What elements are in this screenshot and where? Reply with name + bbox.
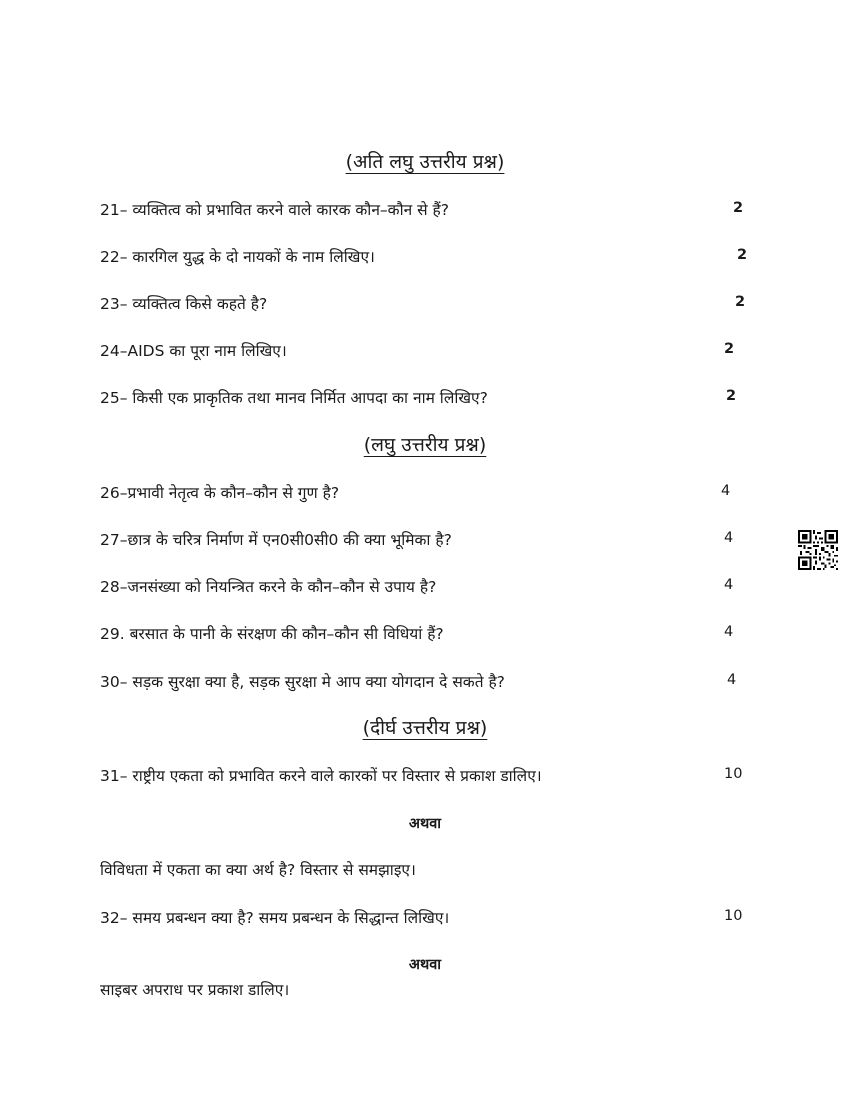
question-21: 21– व्यक्तित्व को प्रभावित करने वाले कारक कौन–कौन से हैं? — [100, 201, 449, 219]
marks-30: 4 — [727, 672, 737, 688]
or-label-32: अथवा — [408, 957, 442, 973]
section-heading-very-short: (अति लघु उत्तरीय प्रश्न) — [345, 151, 505, 173]
question-31: 31– राष्ट्रीय एकता को प्रभावित करने वाले कारकों पर विस्तार से प्रकाश डालिए। — [100, 767, 542, 785]
question-24: 24–AIDS का पूरा नाम लिखिए। — [100, 342, 287, 360]
question-26: 26–प्रभावी नेतृत्व के कौन–कौन से गुण है? — [100, 484, 340, 502]
marks-23: 2 — [735, 294, 746, 310]
marks-31: 10 — [724, 766, 743, 782]
marks-32: 10 — [724, 908, 743, 924]
question-27: 27–छात्र के चरित्र निर्माण में एन0सी0सी0 की क्या भूमिका है? — [100, 531, 452, 549]
or-label-31: अथवा — [408, 816, 442, 832]
question-25: 25– किसी एक प्राकृतिक तथा मानव निर्मित आपदा का नाम लिखिए? — [100, 389, 488, 407]
marks-26: 4 — [721, 483, 731, 499]
marks-25: 2 — [726, 388, 737, 404]
question-23: 23– व्यक्तित्व किसे कहते है? — [100, 295, 268, 313]
question-31-alternative: विविधता में एकता का क्या अर्थ है? विस्तार से समझाइए। — [100, 861, 416, 879]
marks-24: 2 — [724, 341, 735, 357]
question-30: 30– सड़क सुरक्षा क्या है, सड़क सुरक्षा मे आप क्या योगदान दे सकते है? — [100, 673, 505, 691]
marks-22: 2 — [737, 247, 748, 263]
question-32: 32– समय प्रबन्धन क्या है? समय प्रबन्धन के सिद्धान्त लिखिए। — [100, 909, 450, 927]
question-29: 29. बरसात के पानी के संरक्षण की कौन–कौन सी विधियां हैं? — [100, 625, 444, 643]
marks-27: 4 — [724, 530, 734, 546]
question-28: 28–जनसंख्या को नियन्त्रित करने के कौन–कौन से उपाय है? — [100, 578, 437, 596]
qr-code-icon — [798, 530, 838, 570]
section-heading-short: (लघु उत्तरीय प्रश्न) — [363, 434, 487, 456]
question-32-alternative: साइबर अपराध पर प्रकाश डालिए। — [100, 981, 290, 999]
question-22: 22– कारगिल युद्ध के दो नायकों के नाम लिखिए। — [100, 248, 375, 266]
section-heading-long: (दीर्घ उत्तरीय प्रश्न) — [362, 717, 488, 739]
marks-29: 4 — [724, 624, 734, 640]
marks-21: 2 — [733, 200, 744, 216]
marks-28: 4 — [724, 577, 734, 593]
